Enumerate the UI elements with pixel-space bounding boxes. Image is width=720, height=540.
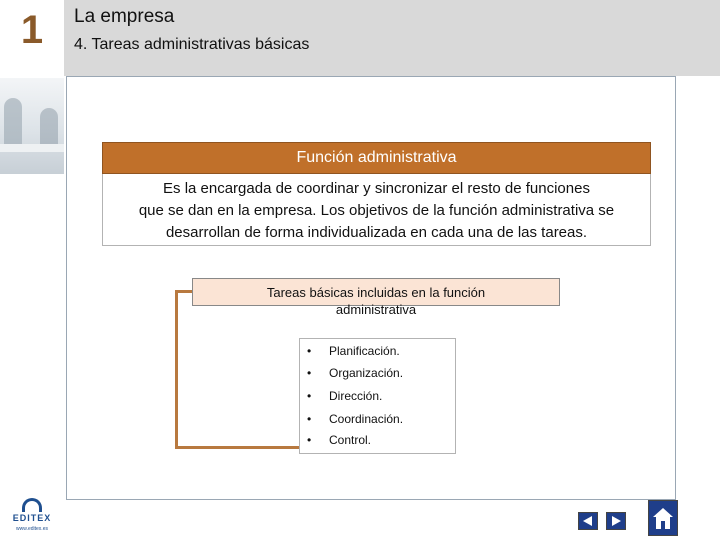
list-item-label: Dirección. — [329, 389, 383, 403]
logo-mark-icon — [22, 498, 42, 512]
funcion-keyword-coordinar: coordinar — [296, 180, 359, 197]
funcion-text: que se dan en la empresa. Los — [138, 202, 349, 219]
bullet: • — [307, 344, 312, 358]
bullet: • — [307, 412, 312, 426]
list-item-label: Planificación. — [329, 344, 400, 358]
funcion-text: de la función administrativa se — [408, 202, 615, 219]
funcion-description — [102, 174, 651, 246]
funcion-heading: Función administrativa — [102, 142, 651, 174]
funcion-line-2 — [103, 200, 650, 222]
funcion-line-3: desarrollan de forma individualizada en cada una de las tareas. — [165, 224, 588, 241]
list-item — [307, 389, 382, 403]
list-item-label: Coordinación. — [329, 412, 404, 426]
list-item-label: Organización. — [329, 366, 404, 380]
arrow-right-icon[interactable] — [606, 512, 626, 530]
chapter-number: 1 — [20, 8, 44, 52]
funcion-line-1 — [103, 178, 650, 200]
list-item-label: Control. — [329, 433, 372, 447]
funcion-text: Es la encargada de — [163, 180, 297, 197]
tareas-label-line-1: Tareas básicas incluidas en la función — [266, 285, 486, 300]
tareas-label — [192, 284, 560, 318]
connector-line — [175, 292, 178, 448]
home-roof — [653, 508, 673, 517]
connector-line — [175, 446, 299, 449]
bullet: • — [307, 433, 312, 447]
tareas-label-line-2: administrativa — [335, 302, 417, 317]
list-item — [307, 433, 371, 447]
photo-table — [0, 144, 64, 152]
funcion-keyword-sincronizar: sincronizar — [374, 180, 448, 197]
bullet: • — [307, 389, 312, 403]
arrow-left-icon[interactable] — [578, 512, 598, 530]
list-item — [307, 344, 400, 358]
funcion-text: el resto de funciones — [447, 180, 590, 197]
bullet: • — [307, 366, 312, 380]
list-item — [307, 366, 403, 380]
home-icon[interactable] — [648, 500, 678, 536]
logo-url: www.editex.es — [16, 526, 48, 532]
page-title: La empresa — [74, 6, 175, 27]
photo-person — [4, 98, 22, 148]
editex-logo — [8, 498, 56, 536]
sidebar — [0, 0, 64, 540]
logo-name: EDITEX — [12, 513, 52, 523]
office-photo — [0, 78, 64, 174]
funcion-text: y — [359, 180, 375, 197]
home-door — [661, 521, 665, 529]
funcion-keyword-objetivos: objetivos — [348, 202, 409, 219]
page-subtitle: 4. Tareas administrativas básicas — [74, 36, 310, 53]
list-item — [307, 412, 403, 426]
